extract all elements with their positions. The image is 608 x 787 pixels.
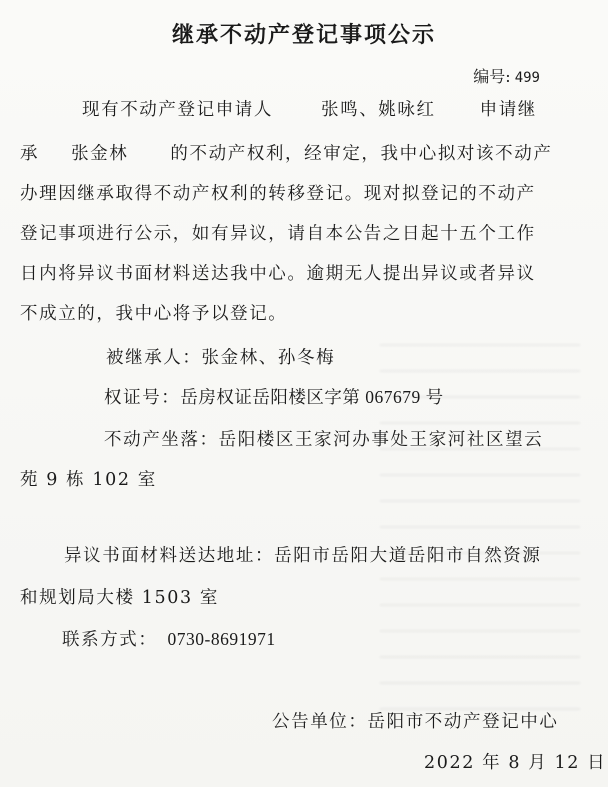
issuer-value: 岳阳市不动产登记中心 bbox=[367, 712, 559, 732]
location-label: 不动产坐落： bbox=[104, 430, 219, 450]
location-row bbox=[104, 426, 608, 451]
issuer-label: 公告单位： bbox=[272, 712, 368, 732]
inheritees-value: 张金林、孙冬梅 bbox=[201, 348, 336, 368]
applicants-name: 张鸣、姚咏红 bbox=[321, 100, 436, 120]
body-line-5: 日内将异议书面材料送达我中心。逾期无人提出异议或者异议 bbox=[20, 264, 536, 284]
body-line1-prefix: 现有不动产登记申请人 bbox=[82, 100, 273, 120]
document-title: 继承不动产登记事项公示 bbox=[171, 23, 436, 48]
body-line2-suffix: 的不动产权利，经审定，我中心拟对该不动产 bbox=[170, 144, 553, 164]
address-value-line1: 岳阳市岳阳大道岳阳市自然资源 bbox=[274, 546, 542, 566]
serial-label: 编号: bbox=[473, 67, 511, 86]
body-line-6: 不成立的，我中心将予以登记。 bbox=[20, 304, 288, 324]
address-row bbox=[64, 542, 608, 567]
body-line-2 bbox=[20, 140, 588, 165]
location-row-cont: 苑 9 栋 102 室 bbox=[20, 470, 157, 490]
inheritees-row bbox=[106, 344, 608, 369]
issue-date: 2022 年 8 月 12 日 bbox=[424, 753, 607, 773]
location-value-line1: 岳阳楼区王家河办事处王家河社区望云 bbox=[218, 430, 544, 450]
contact-value: 0730-8691971 bbox=[167, 629, 276, 649]
issuer-row bbox=[272, 708, 588, 733]
body-line-1 bbox=[20, 96, 588, 121]
body-line1-suffix: 申请继 bbox=[479, 100, 537, 120]
body-line-4: 登记事项进行公示，如有异议，请自本公告之日起十五个工作 bbox=[20, 224, 536, 244]
serial-value: 499 bbox=[514, 70, 540, 86]
contact-row bbox=[62, 626, 608, 651]
body-line2-prefix: 承 bbox=[20, 144, 40, 164]
contact-label: 联系方式： bbox=[62, 630, 158, 650]
cert-row bbox=[104, 384, 608, 409]
inheritees-label: 被继承人： bbox=[106, 348, 202, 368]
address-label: 异议书面材料送达地址： bbox=[64, 546, 275, 566]
serial-number bbox=[473, 64, 540, 87]
cert-label: 权证号： bbox=[104, 388, 181, 408]
body-line-3: 办理因继承取得不动产权利的转移登记。现对拟登记的不动产 bbox=[20, 184, 536, 204]
cert-value: 岳房权证岳阳楼区字第 067679 号 bbox=[180, 387, 444, 407]
decedent-name: 张金林 bbox=[71, 144, 129, 164]
address-row-cont: 和规划局大楼 1503 室 bbox=[20, 588, 219, 608]
